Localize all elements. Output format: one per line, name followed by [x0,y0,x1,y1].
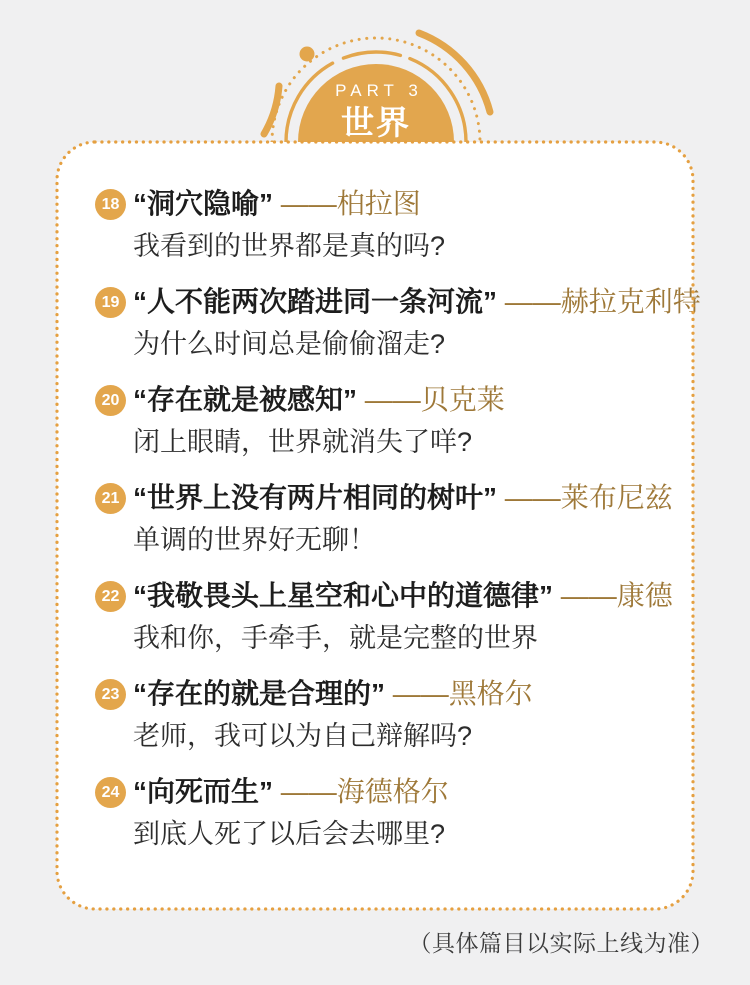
item-subtitle: 我看到的世界都是真的吗? [133,231,446,261]
part-badge [186,8,566,142]
item-title [133,673,663,715]
item-subtitle: 闭上眼睛，世界就消失了咩? [133,427,473,457]
item-title [133,379,663,421]
item-subtitle: 到底人死了以后会去哪里? [133,819,446,849]
toc-list [57,142,701,869]
item-quote: “世界上没有两片相同的树叶” [133,482,498,513]
item-quote: “人不能两次踏进同一条河流” [133,286,498,317]
item-author: ——贝克莱 [364,384,505,415]
item-quote: “存在就是被感知” [133,384,358,415]
item-author: ——赫拉克利特 [504,286,701,317]
item-number-badge: 22 [95,581,126,612]
badge-dot [300,47,315,62]
item-title [133,477,673,519]
toc-item-20 [95,379,663,463]
item-author: ——莱布尼兹 [504,482,673,513]
item-author: ——柏拉图 [280,188,421,219]
item-title [133,771,663,813]
disclaimer-note: （具体篇目以实际上线为准） [408,930,714,956]
item-quote: “存在的就是合理的” [133,678,386,709]
item-author: ——康德 [560,580,673,611]
item-quote: “洞穴隐喻” [133,188,274,219]
badge-part-label: PART 3 [335,81,423,100]
item-title [133,575,673,617]
toc-item-18 [95,183,663,267]
badge-title: 世界 [341,104,411,141]
item-number-badge: 23 [95,679,126,710]
item-quote: “我敬畏头上星空和心中的道德律” [133,580,554,611]
item-title [133,281,701,323]
item-author: ——海德格尔 [280,776,449,807]
item-subtitle: 我和你，手牵手，就是完整的世界 [133,623,538,653]
toc-item-22 [95,575,673,659]
item-number-badge: 24 [95,777,126,808]
item-number-badge: 19 [95,287,126,318]
item-number-badge: 21 [95,483,126,514]
item-number-badge: 20 [95,385,126,416]
item-subtitle: 单调的世界好无聊！ [133,525,376,555]
item-quote: “向死而生” [133,776,274,807]
item-author: ——黑格尔 [392,678,533,709]
item-title [133,183,663,225]
toc-item-21 [95,477,673,561]
item-subtitle: 老师，我可以为自己辩解吗? [133,721,473,751]
toc-item-19 [95,281,701,365]
toc-item-24 [95,771,663,855]
item-number-badge: 18 [95,189,126,220]
badge-outer-arc-left [264,86,279,134]
toc-item-23 [95,673,663,757]
item-subtitle: 为什么时间总是偷偷溜走? [133,329,446,359]
